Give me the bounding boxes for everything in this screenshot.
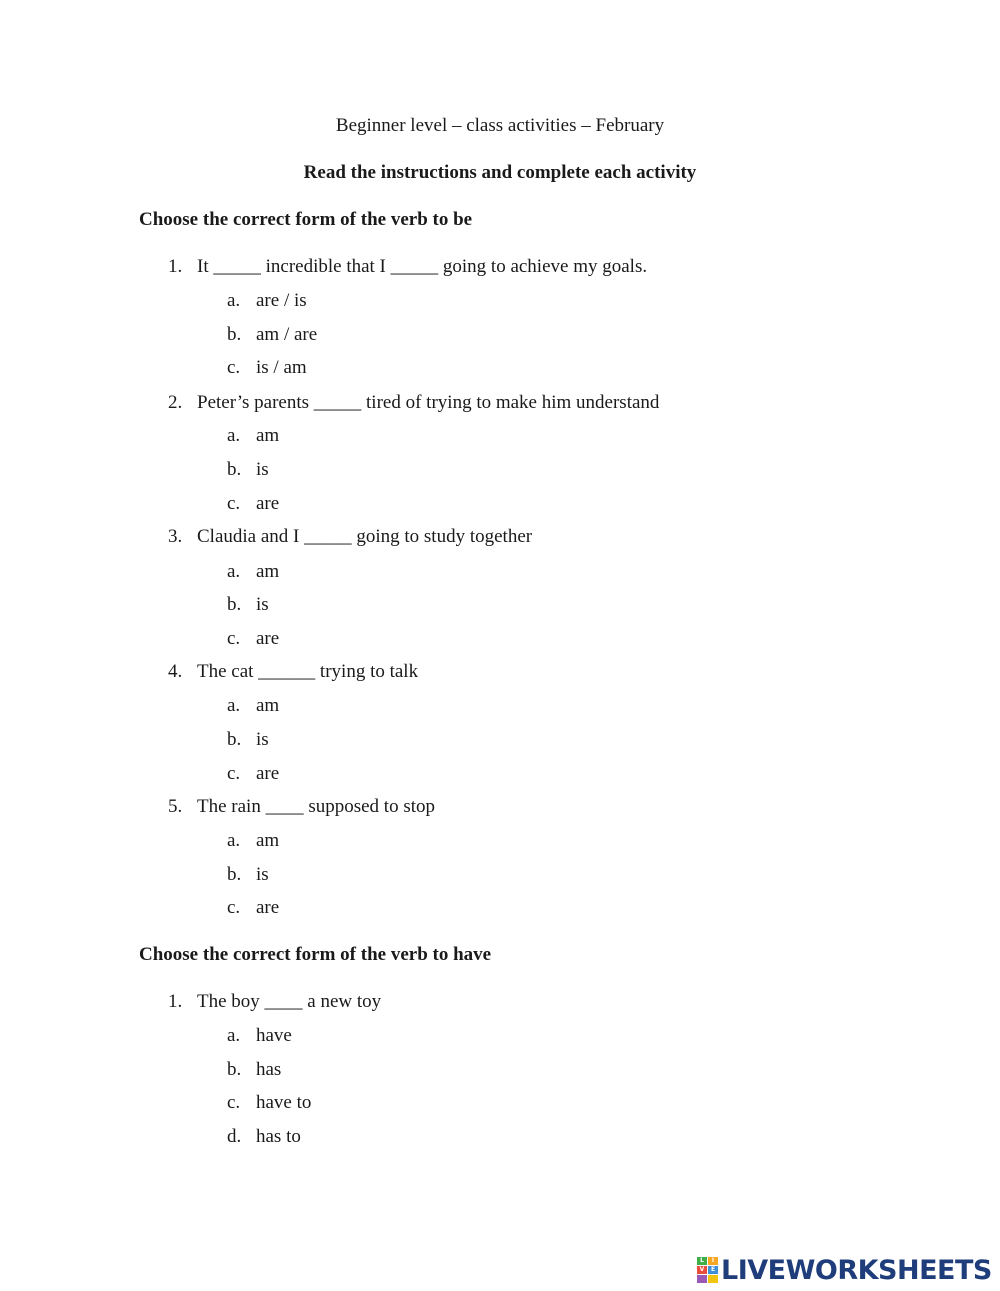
option-letter: a.: [227, 830, 241, 851]
option-letter: b.: [227, 864, 242, 885]
option-letter: c.: [227, 1092, 241, 1113]
question-text: The boy ____ a new toy: [197, 991, 382, 1012]
option-letter: c.: [227, 357, 241, 378]
option-letter: c.: [227, 493, 241, 514]
question-text: Peter’s parents _____ tired of trying to make him understand: [197, 392, 660, 413]
option-letter: a.: [227, 695, 241, 716]
logo-block: L: [697, 1257, 707, 1265]
option-letter: b.: [227, 594, 242, 615]
option-letter: a.: [227, 1025, 241, 1046]
option-text: am: [256, 561, 280, 582]
option-text: am: [256, 830, 280, 851]
option-text: is: [256, 729, 269, 750]
option-text: are / is: [256, 290, 307, 311]
option-text: am / are: [256, 324, 318, 345]
logo-block: [697, 1275, 707, 1283]
logo-text: LIVEWORKSHEETS: [721, 1254, 992, 1286]
worksheet-instructions: Read the instructions and complete each activity: [303, 162, 697, 183]
question-number: 5.: [168, 796, 183, 817]
section-title-verb-to-have: Choose the correct form of the verb to have: [139, 944, 492, 965]
option-text: are: [256, 763, 280, 784]
option-letter: b.: [227, 1059, 242, 1080]
option-letter: d.: [227, 1126, 242, 1147]
option-text: is / am: [256, 357, 307, 378]
option-text: has: [256, 1059, 282, 1080]
option-letter: a.: [227, 561, 241, 582]
option-text: am: [256, 425, 280, 446]
logo-block: I: [708, 1257, 718, 1265]
question-text: It _____ incredible that I _____ going to achieve my goals.: [197, 256, 648, 277]
question-number: 2.: [168, 392, 183, 413]
question-text: The rain ____ supposed to stop: [197, 796, 436, 817]
liveworksheets-logo: [697, 1256, 992, 1284]
option-text: is: [256, 459, 269, 480]
option-text: have to: [256, 1092, 312, 1113]
option-letter: b.: [227, 324, 242, 345]
logo-block: [708, 1275, 718, 1283]
question-number: 1.: [168, 991, 183, 1012]
section-title-verb-to-be: Choose the correct form of the verb to be: [139, 209, 473, 230]
option-text: am: [256, 695, 280, 716]
logo-block: E: [708, 1266, 718, 1274]
option-letter: a.: [227, 290, 241, 311]
question-number: 4.: [168, 661, 183, 682]
option-text: have: [256, 1025, 292, 1046]
question-text: Claudia and I _____ going to study together: [197, 526, 533, 547]
option-letter: a.: [227, 425, 241, 446]
logo-blocks-icon: [697, 1257, 718, 1283]
question-number: 1.: [168, 256, 183, 277]
option-text: are: [256, 897, 280, 918]
option-letter: b.: [227, 459, 242, 480]
option-letter: c.: [227, 897, 241, 918]
option-letter: c.: [227, 628, 241, 649]
worksheet-subtitle: Beginner level – class activities – February: [335, 115, 665, 136]
question-number: 3.: [168, 526, 183, 547]
option-text: is: [256, 594, 269, 615]
option-letter: b.: [227, 729, 242, 750]
option-text: are: [256, 628, 280, 649]
option-letter: c.: [227, 763, 241, 784]
option-text: has to: [256, 1126, 301, 1147]
question-text: The cat ______ trying to talk: [197, 661, 419, 682]
option-text: is: [256, 864, 269, 885]
logo-block: V: [697, 1266, 707, 1274]
option-text: are: [256, 493, 280, 514]
